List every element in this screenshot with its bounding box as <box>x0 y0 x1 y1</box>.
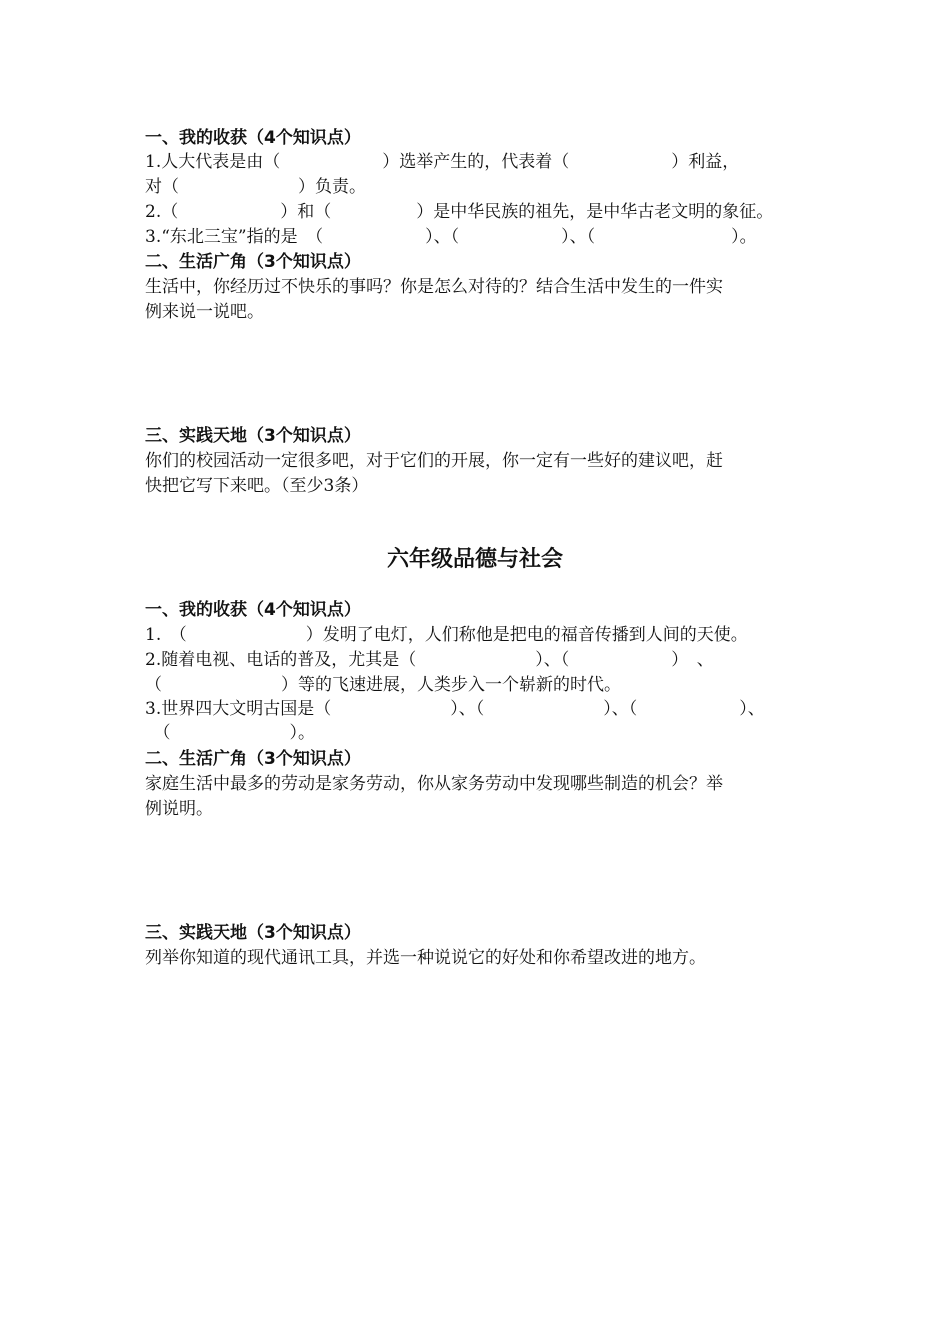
section-heading-life-2: 二、生活广角（3个知识点） <box>145 749 361 769</box>
life-prompt-line-1-part2: 家庭生活中最多的劳动是家务劳动，你从家务劳动中发现哪些制造的机会？举 <box>145 774 723 794</box>
question-2-line-1: 2.随着电视、电话的普及，尤其是（ ）、（ ） 、 <box>145 650 714 670</box>
question-2-line-2: （ ）等的飞速进展，人类步入一个崭新的时代。 <box>145 675 621 695</box>
practice-prompt-part2: 列举你知道的现代通讯工具，并选一种说说它的好处和你希望改进的地方。 <box>145 948 706 968</box>
question-3: 3.“东北三宝”指的是 （ ）、（ ）、（ ）。 <box>145 227 757 247</box>
life-prompt-line-2: 例来说一说吧。 <box>145 302 264 322</box>
question-1: 1. （ ）发明了电灯，人们称他是把电的福音传播到人间的天使。 <box>145 625 748 645</box>
question-3-line-2: （ ）。 <box>145 723 315 743</box>
section-heading-practice-1: 三、实践天地（3个知识点） <box>145 426 361 446</box>
life-prompt-line-1: 生活中，你经历过不快乐的事吗？你是怎么对待的？结合生活中发生的一件实 <box>145 277 723 297</box>
question-1-line-2: 对（ ）负责。 <box>145 177 366 197</box>
section-heading-practice-2: 三、实践天地（3个知识点） <box>145 923 361 943</box>
section-heading-harvest-2: 一、我的收获（4个知识点） <box>145 600 361 620</box>
question-1-line-1: 1.人大代表是由（ ）选举产生的，代表着（ ）利益， <box>145 152 740 172</box>
life-prompt-line-2-part2: 例说明。 <box>145 799 213 819</box>
question-3-line-1: 3.世界四大文明古国是（ ）、（ ）、（ ）、 <box>145 699 765 719</box>
section-heading-life-1: 二、生活广角（3个知识点） <box>145 252 361 272</box>
practice-prompt-line-2: 快把它写下来吧。（至少3条） <box>145 476 369 496</box>
question-2: 2.（ ）和（ ）是中华民族的祖先，是中华古老文明的象征。 <box>145 202 774 222</box>
practice-prompt-line-1: 你们的校园活动一定很多吧，对于它们的开展，你一定有一些好的建议吧，赶 <box>145 451 723 471</box>
page-title: 六年级品德与社会 <box>386 547 563 572</box>
section-heading-harvest-1: 一、我的收获（4个知识点） <box>145 128 361 148</box>
